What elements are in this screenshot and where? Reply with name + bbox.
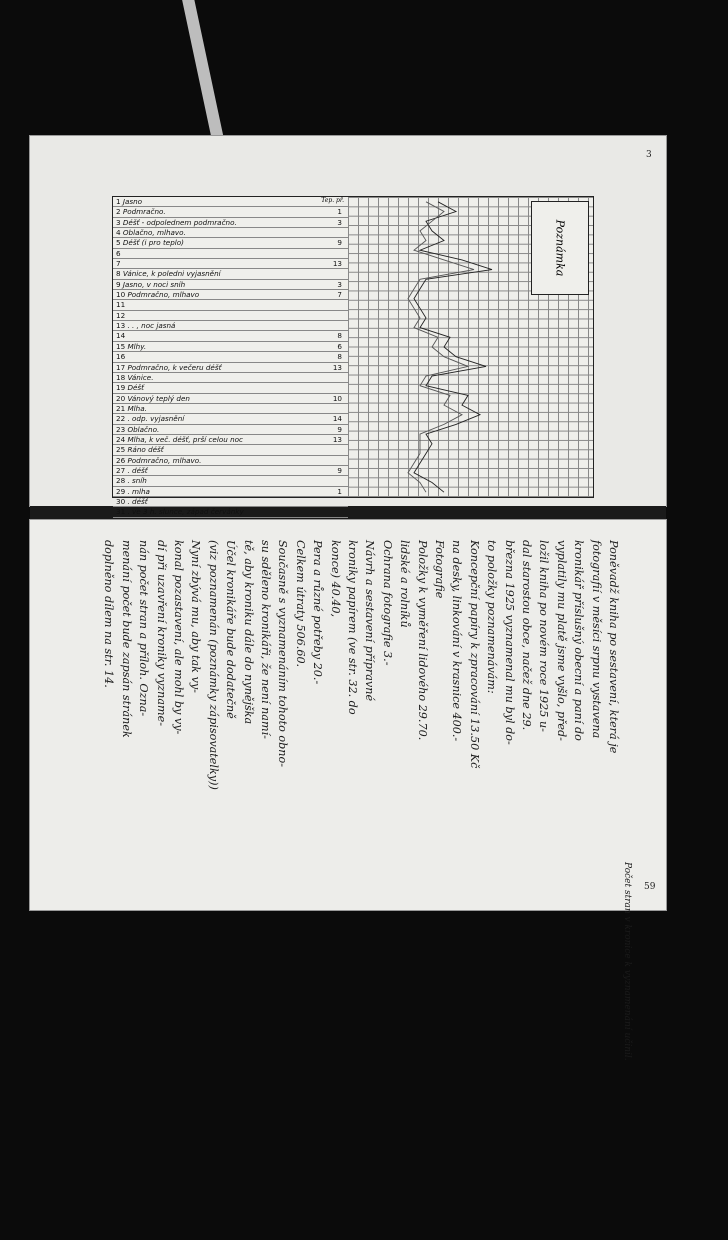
handwritten-line: konal pozastavení, ale mohl by vy- [172, 540, 185, 735]
log-day: 22 [116, 414, 128, 424]
log-day: 15 [116, 341, 128, 351]
log-day: 17 [116, 362, 128, 372]
log-value: 13 [332, 434, 342, 444]
log-weather: Oblačno, mlhavo. [122, 228, 186, 238]
log-weather: Vánový teplý den [127, 393, 190, 403]
log-weather: . mlha [127, 486, 150, 496]
log-value: 9 [337, 424, 342, 434]
log-row [113, 487, 348, 497]
log-day: 23 [116, 424, 128, 434]
handwritten-line: lidské a rolníků [398, 540, 412, 628]
log-day: 30 [116, 496, 128, 506]
handwritten-line: fotografií v měsíci srpnu vystavena [589, 540, 603, 739]
handwritten-line: Nyní zbývá mu, aby tak vy- [189, 540, 203, 693]
log-row [113, 445, 348, 455]
log-day: 1 [116, 197, 123, 206]
handwritten-line: Celkem útraty 506.60. [293, 540, 307, 668]
log-row [113, 414, 348, 424]
handwritten-line: (viz poznamenán (poznámky zápisovatelky)) [206, 540, 220, 790]
handwritten-line: menání počet bude zapsán stránek [119, 540, 133, 738]
log-day: 31 [116, 507, 128, 517]
handwritten-line: Položky k vyměření lidového 29.70. [415, 540, 429, 741]
log-day: 8 [116, 269, 123, 279]
log-value: 3 [337, 217, 342, 227]
log-row [113, 321, 348, 331]
log-weather: Vánice. [127, 372, 154, 382]
handwritten-line: Účel kronikáře bude dodatečně [224, 540, 238, 719]
log-value: 8 [337, 352, 342, 362]
log-day: 5 [116, 238, 123, 248]
log-weather: Déšť (i pro teplo) [122, 238, 184, 248]
log-row [113, 300, 348, 310]
log-row [113, 373, 348, 383]
log-row [113, 331, 348, 341]
log-row [113, 435, 348, 445]
log-weather: . déšť [127, 496, 148, 506]
log-weather: Déšť - odpolednem podmračno. [122, 217, 237, 227]
log-row [113, 497, 348, 507]
handwritten-line: vyplatily mu platě jsme vyšlo, před- [554, 540, 568, 741]
handwritten-line: Současně s vyznamenáním tohoto obno- [276, 540, 290, 768]
temp-header: Tep. př. [321, 197, 344, 204]
handwritten-line: Poněvadž kniha po sestavení, která je [607, 540, 620, 754]
log-row [113, 269, 348, 279]
handwritten-line: su sděleno kronikáři, že není namí- [259, 540, 272, 739]
log-value: 10 [332, 393, 342, 403]
legend-box [531, 201, 589, 295]
log-weather: Mlha, k več. déšť, prší celou noc [127, 434, 243, 444]
log-row [113, 476, 348, 486]
log-day: 3 [116, 217, 123, 227]
log-day: 27 [116, 465, 128, 475]
handwritten-line: tě, aby kroniku dále do nynějška [241, 540, 255, 725]
log-day: 16 [116, 352, 126, 362]
log-value: 13 [332, 259, 342, 269]
log-day: 9 [116, 279, 123, 289]
handwritten-line: Návrh a sestavení přípravné [363, 540, 377, 702]
handwritten-line: dal starostou obce, načež dne 29. [520, 540, 533, 731]
log-row [113, 259, 348, 269]
log-value: 13 [332, 362, 342, 372]
handwritten-line: Koncepční papíry k zpracování 13.50 Kč [467, 540, 481, 769]
log-value: 1 [337, 207, 342, 217]
handwritten-line: ložil kniha po novém roce 1925 u- [537, 540, 551, 732]
log-value: 9 [337, 238, 342, 248]
handwritten-line: na desky, linkování v krasnice 400.- [450, 540, 464, 742]
log-day: 7 [116, 259, 121, 269]
chart-series-line [408, 202, 474, 492]
log-value: 3 [337, 279, 342, 289]
log-day: 28 [116, 476, 128, 486]
handwritten-line: Pera a různé potřeby 20.- [311, 540, 325, 685]
log-row [113, 218, 348, 228]
log-weather: . . , noc jasná [127, 321, 176, 331]
handwritten-line: kronikář příslušný obecní a paní do [572, 540, 586, 741]
log-weather: Jasno, v noci sníh [122, 279, 186, 289]
log-text-column [113, 197, 349, 517]
log-weather: Podmračno, k večeru déšť [127, 362, 222, 372]
handwritten-line: nán počet stran a příloh. Ozna- [137, 540, 151, 717]
log-weather: Vánice, k poledni vyjasnění [122, 269, 221, 279]
log-row [113, 238, 348, 248]
handwritten-line: konce) 40.40, [328, 540, 342, 618]
log-day: 25 [116, 445, 128, 455]
log-day: 10 [116, 290, 128, 300]
top-page-number: 3 [646, 150, 652, 160]
handwritten-line: března 1925 vyznamenal mu byl do- [502, 540, 516, 745]
log-weather: Podmračno, mlhavo. [127, 455, 202, 465]
log-day: 6 [116, 248, 121, 258]
log-weather: Podmračno, mlhavo [127, 290, 200, 300]
log-weather: Oblačno. [127, 424, 160, 434]
log-row [113, 404, 348, 414]
log-weather: . ve 3 h. slunce, západ červánky [127, 507, 244, 517]
side-note: Počet stran v kronice k vyznamenání učinil. [622, 862, 632, 1061]
log-day: 20 [116, 393, 128, 403]
log-weather: Ráno déšť [127, 445, 164, 455]
log-day: 11 [116, 300, 126, 310]
log-row [113, 352, 348, 362]
log-day: 21 [116, 403, 128, 413]
log-row [113, 466, 348, 476]
bottom-page-number: 59 [644, 882, 656, 892]
log-day: 24 [116, 434, 128, 444]
log-row [113, 342, 348, 352]
log-weather: . odp. vyjasnění [127, 414, 185, 424]
log-row [113, 507, 348, 517]
log-row [113, 290, 348, 300]
handwritten-text [100, 540, 620, 1240]
log-grid [348, 197, 593, 497]
log-row [113, 280, 348, 290]
handwritten-line: dí při uzavření kroniky vyzname- [154, 540, 168, 727]
log-weather: Déšť [127, 383, 144, 393]
log-day: 26 [116, 455, 128, 465]
log-row [113, 363, 348, 373]
log-day: 19 [116, 383, 128, 393]
handwritten-line: Ochrana fotografie 3.- [380, 540, 394, 666]
log-day: 2 [116, 207, 123, 217]
log-day: 12 [116, 310, 126, 320]
log-value: 9 [337, 465, 342, 475]
log-day: 14 [116, 331, 126, 341]
log-weather: Mlha. [127, 403, 147, 413]
log-day: 29 [116, 486, 128, 496]
handwritten-line: doplněno dílem na str. 14. [102, 540, 116, 688]
log-value: 1 [337, 486, 342, 496]
log-value: 6 [337, 341, 342, 351]
log-value: 14 [332, 414, 342, 424]
log-row [113, 311, 348, 321]
log-weather: Jasno [122, 197, 143, 206]
log-weather: Podmračno. [122, 207, 166, 217]
log-row [113, 197, 348, 207]
log-day: 13 [116, 321, 128, 331]
log-day: 18 [116, 372, 128, 382]
log-value: 8 [337, 331, 342, 341]
log-day: 4 [116, 228, 123, 238]
legend-label: Poznámka [553, 219, 567, 277]
log-weather: Mlhy. [127, 341, 147, 351]
handwritten-line: Fotografie [433, 540, 446, 599]
log-row [113, 456, 348, 466]
handwritten-line: to položky poznamenávám: [485, 540, 499, 694]
log-weather: . déšť [127, 465, 148, 475]
log-row [113, 228, 348, 238]
log-row [113, 383, 348, 393]
log-weather: . sníh [127, 476, 147, 486]
log-row [113, 394, 348, 404]
handwritten-line: kroniky papírem (ve str. 32. do [346, 540, 359, 715]
log-row [113, 425, 348, 435]
chart-series-line [414, 202, 492, 492]
log-row [113, 249, 348, 259]
weather-log-table [112, 196, 594, 517]
pencil [180, 0, 227, 156]
log-row [113, 207, 348, 217]
log-value: 7 [337, 290, 342, 300]
